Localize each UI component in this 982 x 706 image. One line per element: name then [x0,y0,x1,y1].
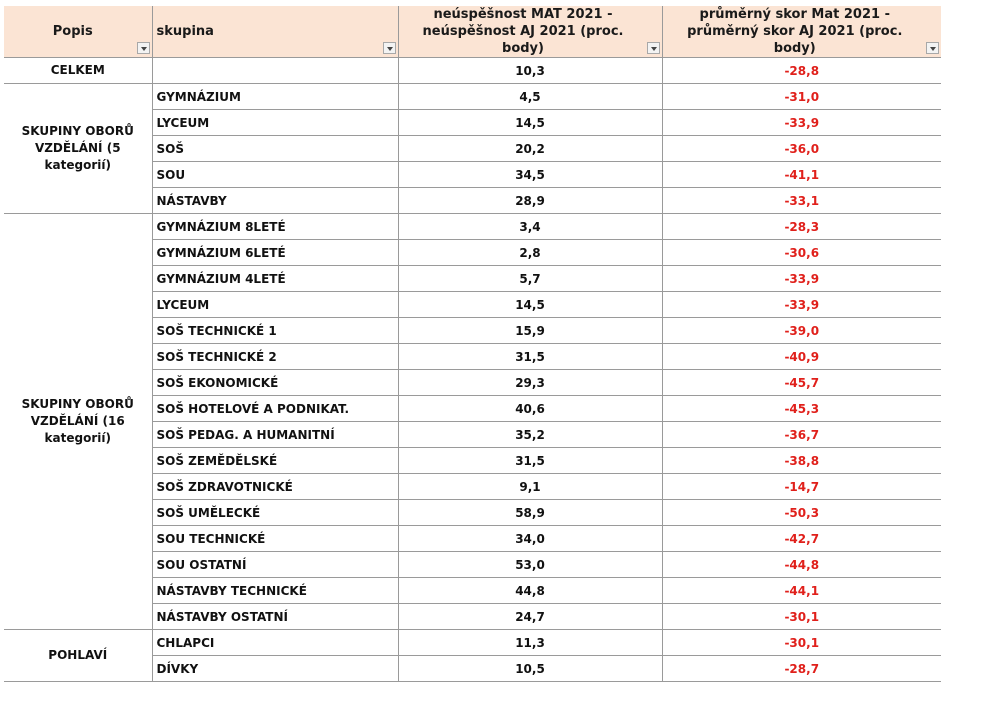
prumerny-skor-value-cell: -44,8 [662,552,941,578]
prumerny-skor-value-cell: -33,9 [662,292,941,318]
group-label-cell: SKUPINY OBORŮ VZDĚLÁNÍ (5 kategorií) [4,84,152,214]
skupina-cell: SOU OSTATNÍ [152,552,398,578]
neuspesnost-value-cell: 14,5 [398,292,662,318]
prumerny-skor-value-cell: -50,3 [662,500,941,526]
neuspesnost-value-cell: 3,4 [398,214,662,240]
neuspesnost-value-cell: 29,3 [398,370,662,396]
prumerny-skor-value-cell: -45,3 [662,396,941,422]
prumerny-skor-value-cell: -14,7 [662,474,941,500]
prumerny-skor-value-cell: -33,9 [662,110,941,136]
prumerny-skor-value-cell: -45,7 [662,370,941,396]
prumerny-skor-value-cell: -44,1 [662,578,941,604]
filter-dropdown-icon[interactable] [137,42,150,54]
prumerny-skor-value-cell: -42,7 [662,526,941,552]
skupina-cell: NÁSTAVBY [152,188,398,214]
prumerny-skor-value-cell: -33,1 [662,188,941,214]
neuspesnost-value-cell: 11,3 [398,630,662,656]
neuspesnost-value-cell: 20,2 [398,136,662,162]
skupina-cell: SOŠ [152,136,398,162]
prumerny-skor-value-cell: -36,7 [662,422,941,448]
neuspesnost-value-cell: 2,8 [398,240,662,266]
skupina-cell [152,58,398,84]
prumerny-skor-value-cell: -28,7 [662,656,941,682]
group-label-cell: POHLAVÍ [4,630,152,682]
filter-dropdown-icon[interactable] [926,42,939,54]
neuspesnost-value-cell: 10,3 [398,58,662,84]
neuspesnost-value-cell: 4,5 [398,84,662,110]
prumerny-skor-value-cell: -30,1 [662,604,941,630]
header-label-prumerny-skor: průměrný skor Mat 2021 - průměrný skor AJ 2021 (proc. body) [687,7,903,56]
neuspesnost-value-cell: 58,9 [398,500,662,526]
prumerny-skor-value-cell: -38,8 [662,448,941,474]
table-body [4,58,941,682]
skupina-cell: SOŠ ZEMĚDĚLSKÉ [152,448,398,474]
skupina-cell: SOŠ TECHNICKÉ 1 [152,318,398,344]
skupina-cell: SOŠ HOTELOVÉ A PODNIKAT. [152,396,398,422]
skupina-cell: CHLAPCI [152,630,398,656]
neuspesnost-value-cell: 44,8 [398,578,662,604]
table-row [4,58,941,84]
filter-dropdown-icon[interactable] [383,42,396,54]
prumerny-skor-value-cell: -39,0 [662,318,941,344]
group-label-cell: SKUPINY OBORŮ VZDĚLÁNÍ (16 kategorií) [4,214,152,630]
neuspesnost-value-cell: 10,5 [398,656,662,682]
skupina-cell: NÁSTAVBY OSTATNÍ [152,604,398,630]
prumerny-skor-value-cell: -40,9 [662,344,941,370]
skupina-cell: NÁSTAVBY TECHNICKÉ [152,578,398,604]
skupina-cell: GYMNÁZIUM [152,84,398,110]
neuspesnost-value-cell: 9,1 [398,474,662,500]
skupina-cell: SOŠ PEDAG. A HUMANITNÍ [152,422,398,448]
prumerny-skor-value-cell: -30,6 [662,240,941,266]
neuspesnost-value-cell: 31,5 [398,344,662,370]
skupina-cell: SOŠ EKONOMICKÉ [152,370,398,396]
header-label-neuspesnost: neúspěšnost MAT 2021 - neúspěšnost AJ 2021 (proc. body) [422,7,624,56]
neuspesnost-value-cell: 24,7 [398,604,662,630]
skupina-cell: SOŠ UMĚLECKÉ [152,500,398,526]
prumerny-skor-value-cell: -33,9 [662,266,941,292]
skupina-cell: DÍVKY [152,656,398,682]
neuspesnost-value-cell: 40,6 [398,396,662,422]
skupina-cell: LYCEUM [152,292,398,318]
prumerny-skor-value-cell: -28,8 [662,58,941,84]
column-header-prumerny-skor [662,6,941,58]
neuspesnost-value-cell: 28,9 [398,188,662,214]
skupina-cell: GYMNÁZIUM 4LETÉ [152,266,398,292]
neuspesnost-value-cell: 34,0 [398,526,662,552]
prumerny-skor-value-cell: -28,3 [662,214,941,240]
skupina-cell: SOU TECHNICKÉ [152,526,398,552]
skupina-cell: SOŠ ZDRAVOTNICKÉ [152,474,398,500]
neuspesnost-value-cell: 34,5 [398,162,662,188]
filter-dropdown-icon[interactable] [647,42,660,54]
table-row [4,630,941,656]
column-header-popis [4,6,152,58]
skupina-cell: SOŠ TECHNICKÉ 2 [152,344,398,370]
prumerny-skor-value-cell: -31,0 [662,84,941,110]
neuspesnost-value-cell: 35,2 [398,422,662,448]
neuspesnost-value-cell: 15,9 [398,318,662,344]
prumerny-skor-value-cell: -41,1 [662,162,941,188]
neuspesnost-value-cell: 14,5 [398,110,662,136]
data-table [4,6,941,682]
skupina-cell: GYMNÁZIUM 8LETÉ [152,214,398,240]
header-label-skupina: skupina [156,24,214,39]
column-header-skupina [152,6,398,58]
neuspesnost-value-cell: 53,0 [398,552,662,578]
table-row [4,214,941,240]
prumerny-skor-value-cell: -36,0 [662,136,941,162]
skupina-cell: SOU [152,162,398,188]
skupina-cell: LYCEUM [152,110,398,136]
group-label-cell: CELKEM [4,58,152,84]
column-header-neuspesnost [398,6,662,58]
table-row [4,84,941,110]
prumerny-skor-value-cell: -30,1 [662,630,941,656]
header-label-popis: Popis [52,24,93,39]
neuspesnost-value-cell: 5,7 [398,266,662,292]
header-row [4,6,941,58]
skupina-cell: GYMNÁZIUM 6LETÉ [152,240,398,266]
neuspesnost-value-cell: 31,5 [398,448,662,474]
